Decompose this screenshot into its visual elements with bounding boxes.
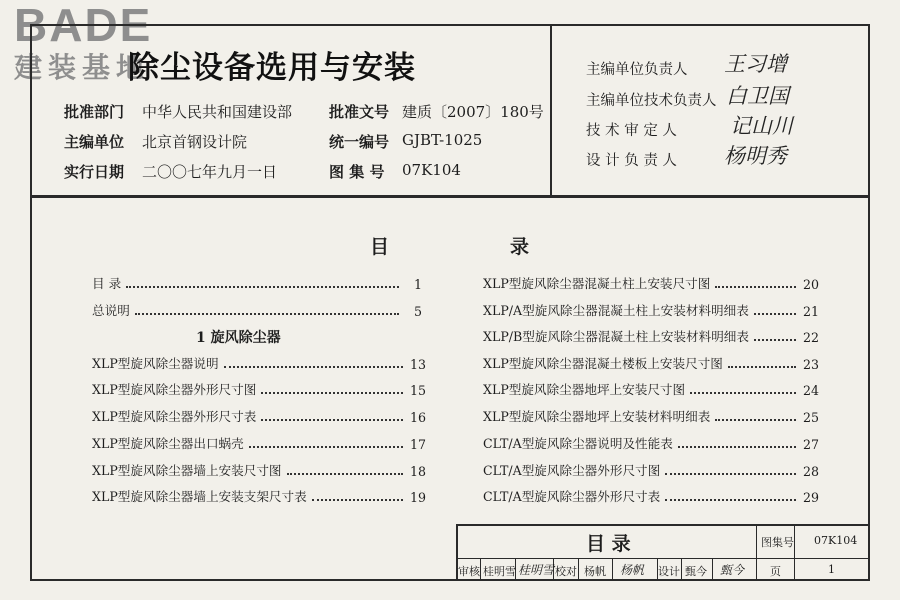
title-block-vline [712, 558, 713, 581]
check-label: 校对 [555, 565, 577, 578]
title-block-vline [578, 558, 579, 581]
toc-entry-page: 20 [802, 277, 819, 292]
title-block-hline [456, 558, 870, 559]
toc-entry-label: XLP型旋风除尘器说明 [92, 356, 219, 371]
toc-entry[interactable] [483, 325, 819, 345]
page-label: 页 [770, 565, 781, 578]
toc-entry[interactable] [92, 485, 426, 505]
leader-dots [224, 366, 403, 368]
atlas-no-value: 07K104 [402, 161, 461, 179]
toc-entry-page: 1 [413, 277, 422, 292]
effective-date-value: 二〇〇七年九月一日 [142, 163, 278, 181]
toc-entry-label: XLP型旋风除尘器混凝土楼板上安装尺寸图 [483, 356, 723, 371]
toc-entry-page: 28 [802, 464, 819, 479]
design-label: 设计 [658, 565, 680, 578]
leader-dots [715, 419, 796, 421]
leader-dots [261, 419, 403, 421]
leader-dots [312, 499, 403, 501]
toc-entry[interactable] [92, 378, 426, 398]
approval-doc-label: 批准文号 [329, 103, 390, 121]
leader-dots [126, 286, 399, 288]
toc-entry-page: 15 [409, 383, 426, 398]
leader-dots [665, 499, 796, 501]
toc-entry[interactable] [92, 432, 426, 452]
editor-unit-value: 北京首钢设计院 [142, 133, 248, 151]
toc-entry[interactable] [483, 485, 819, 505]
leader-dots [135, 313, 399, 315]
toc-entry[interactable] [483, 378, 819, 398]
toc-entry-page: 22 [802, 330, 819, 345]
responsible-role-1: 主编单位负责人 [586, 62, 688, 78]
toc-entry-label: XLP型旋风除尘器墙上安装尺寸图 [92, 463, 282, 478]
title-block-vline [480, 558, 481, 581]
toc-entry-page: 27 [802, 437, 819, 452]
check-name: 杨帆 [584, 565, 606, 578]
check-signature: 杨帆 [620, 563, 645, 577]
responsible-role-4: 设 计 负 责 人 [586, 153, 677, 169]
signature-4: 杨明秀 [724, 144, 787, 168]
toc-entry-page: 23 [802, 357, 819, 372]
toc-entry[interactable] [92, 272, 422, 292]
signature-1: 王习增 [724, 52, 787, 76]
leader-dots [690, 392, 796, 394]
toc-entry[interactable] [483, 432, 819, 452]
toc-entry-label: XLP型旋风除尘器混凝土柱上安装尺寸图 [483, 276, 711, 291]
toc-entry-label: XLP型旋风除尘器出口蜗壳 [92, 436, 244, 451]
toc-entry-page: 13 [409, 357, 426, 372]
approval-dept-value: 中华人民共和国建设部 [142, 103, 293, 121]
toc-entry-label: XLP型旋风除尘器墙上安装支架尺寸表 [92, 489, 307, 504]
toc-entry-label: XLP型旋风除尘器外形尺寸表 [92, 409, 257, 424]
toc-entry[interactable] [483, 459, 819, 479]
toc-entry-page: 18 [409, 464, 426, 479]
logo-brand: BADE [14, 0, 153, 51]
header-frame-right [550, 24, 870, 197]
toc-entry-page: 21 [802, 304, 819, 319]
toc-entry-label: 目 录 [92, 276, 122, 291]
signature-3: 记山川 [730, 114, 793, 138]
title-block-vline [756, 524, 757, 581]
toc-entry-page: 19 [409, 490, 426, 505]
leader-dots [715, 286, 796, 288]
approval-dept-label: 批准部门 [64, 103, 125, 121]
toc-heading-right: 录 [510, 236, 530, 258]
toc-entry-page: 17 [409, 437, 426, 452]
toc-entry[interactable] [92, 352, 426, 372]
toc-entry[interactable] [92, 459, 426, 479]
title-block-atlas-label: 图集号 [761, 536, 794, 549]
toc-entry[interactable] [483, 405, 819, 425]
review-label: 审核 [458, 565, 480, 578]
leader-dots [665, 473, 796, 475]
toc-entry-label: XLP型旋风除尘器地坪上安装尺寸图 [483, 382, 686, 397]
toc-entry[interactable] [92, 299, 422, 319]
toc-entry-label: XLP型旋风除尘器地坪上安装材料明细表 [483, 409, 711, 424]
atlas-no-label: 图 集 号 [329, 163, 385, 181]
toc-entry-label: CLT/A型旋风除尘器外形尺寸图 [483, 463, 661, 478]
design-name: 甄今 [685, 565, 707, 578]
title-block-vline [794, 524, 795, 581]
toc-heading-left: 目 [370, 236, 390, 258]
responsible-role-3: 技 术 审 定 人 [586, 123, 677, 139]
unified-no-label: 统一编号 [329, 133, 390, 151]
approval-doc-value: 建质〔2007〕180号 [402, 103, 544, 121]
toc-entry[interactable] [483, 272, 819, 292]
toc-entry-label: CLT/A型旋风除尘器外形尺寸表 [483, 489, 661, 504]
toc-entry[interactable] [483, 352, 819, 372]
toc-entry-label: XLP/A型旋风除尘器混凝土柱上安装材料明细表 [483, 303, 749, 318]
editor-unit-label: 主编单位 [64, 133, 125, 151]
toc-entry-label: XLP型旋风除尘器外形尺寸图 [92, 382, 257, 397]
toc-entry-page: 16 [409, 410, 426, 425]
toc-entry-page: 29 [802, 490, 819, 505]
leader-dots [728, 366, 796, 368]
toc-entry-label: 总说明 [92, 303, 130, 318]
title-block-vline [681, 558, 682, 581]
title-block-name: 目 录 [586, 533, 631, 555]
toc-entry[interactable] [483, 299, 819, 319]
leader-dots [249, 446, 403, 448]
leader-dots [287, 473, 403, 475]
section-title: 1 旋风除尘器 [196, 330, 281, 346]
review-signature: 桂明雪 [518, 563, 555, 577]
document-title: 除尘设备选用与安装 [128, 50, 416, 86]
toc-entry-page: 24 [802, 383, 819, 398]
logo-tagline: 建装基地 [14, 52, 151, 83]
review-name: 桂明雪 [483, 565, 516, 578]
leader-dots [678, 446, 796, 448]
leader-dots [261, 392, 403, 394]
toc-entry[interactable] [92, 405, 426, 425]
toc-entry-page: 5 [413, 304, 422, 319]
signature-2: 白卫国 [726, 84, 789, 108]
design-signature: 甄今 [720, 563, 745, 577]
title-block-vline [612, 558, 613, 581]
effective-date-label: 实行日期 [64, 163, 125, 181]
toc-entry-page: 25 [802, 410, 819, 425]
toc-entry-label: XLP/B型旋风除尘器混凝土柱上安装材料明细表 [483, 329, 749, 344]
toc-entry-label: CLT/A型旋风除尘器说明及性能表 [483, 436, 673, 451]
page-value: 1 [828, 563, 835, 576]
title-block-atlas-value: 07K104 [814, 534, 858, 547]
responsible-role-2: 主编单位技术负责人 [586, 93, 717, 109]
unified-no-value: GJBT-1025 [402, 131, 483, 149]
leader-dots [754, 339, 796, 341]
leader-dots [754, 313, 796, 315]
